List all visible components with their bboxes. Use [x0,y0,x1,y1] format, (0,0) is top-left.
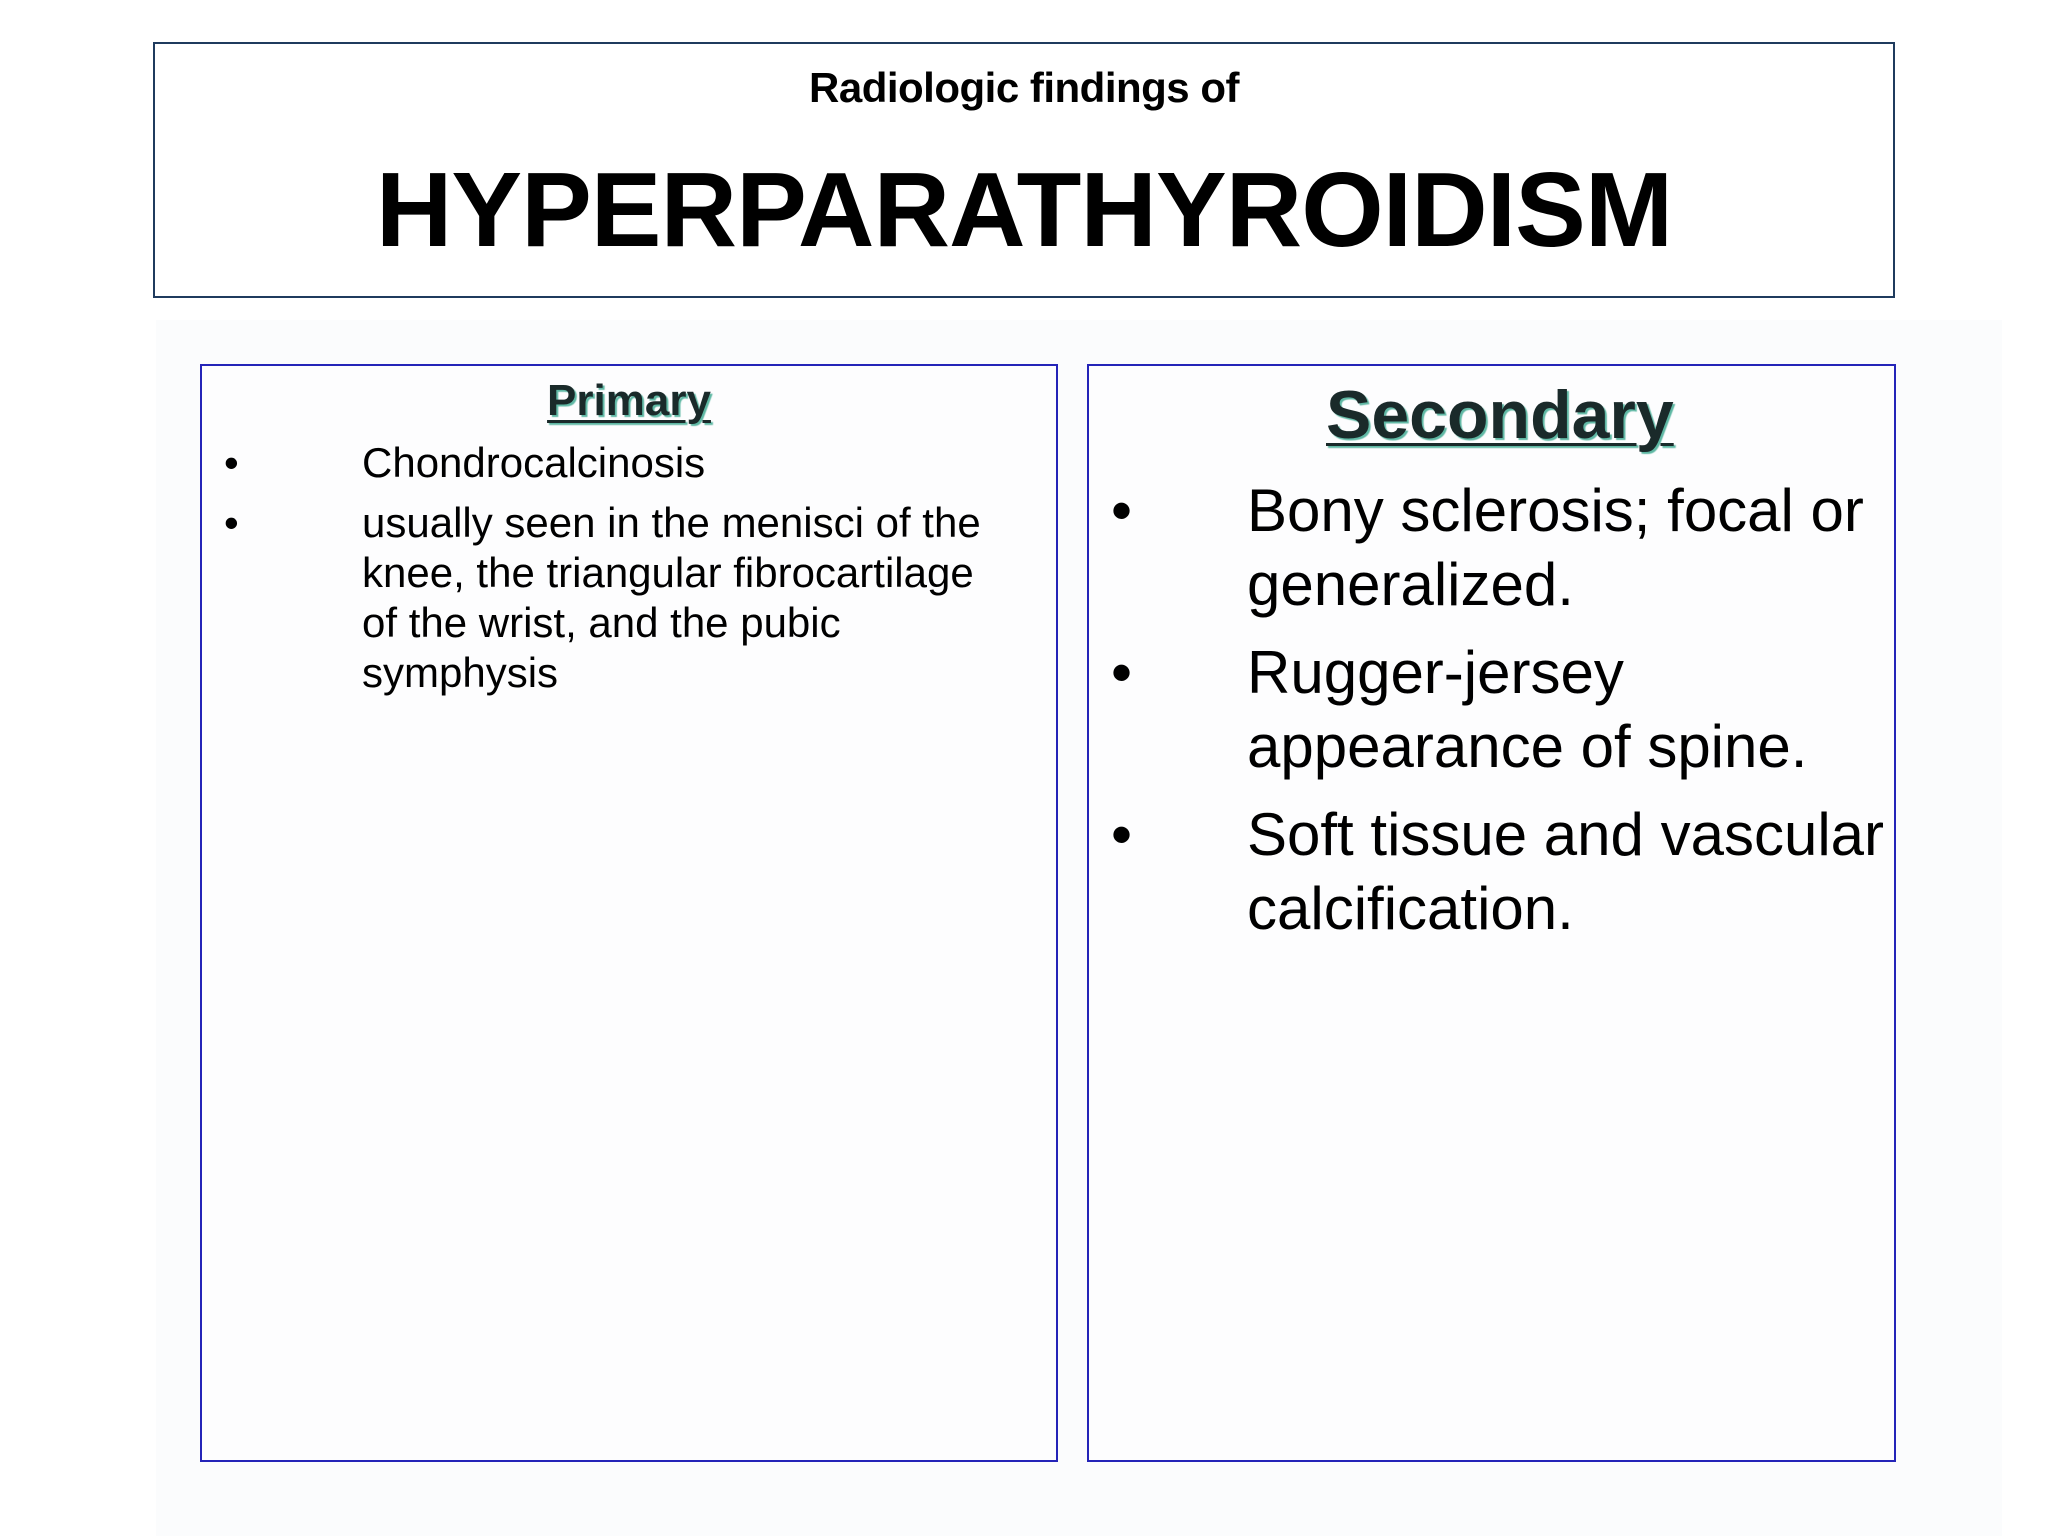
list-item [1089,474,1894,622]
bullet-icon: • [1111,477,1133,544]
list-item-text: Bony sclerosis; focal or generalized. [1247,477,1864,618]
list-item [202,498,1056,698]
bullet-icon: • [1111,801,1133,868]
slide-subtitle: Radiologic findings of [809,64,1239,111]
list-item-text: Soft tissue and vascular calcification. [1247,801,1885,942]
secondary-panel [1087,364,1896,1462]
list-item-text: usually seen in the menisci of the knee, the triangular fibrocartilage of the wrist, and the pubic symphysis [362,499,981,696]
list-item [202,438,1056,488]
primary-list [202,438,1056,708]
list-item-text: Rugger-jersey appearance of spine. [1247,639,1808,780]
secondary-heading: Secondary [1326,377,1674,453]
secondary-list [1089,474,1894,960]
title-box [153,42,1895,298]
list-item [1089,636,1894,784]
bullet-icon: • [224,499,239,546]
list-item [1089,798,1894,946]
bullet-icon: • [1111,639,1133,706]
slide-title: HYPERPARATHYROIDISM [375,151,1673,269]
bullet-icon: • [224,439,239,486]
primary-panel [200,364,1058,1462]
primary-heading: Primary [547,376,711,425]
list-item-text: Chondrocalcinosis [362,439,706,486]
